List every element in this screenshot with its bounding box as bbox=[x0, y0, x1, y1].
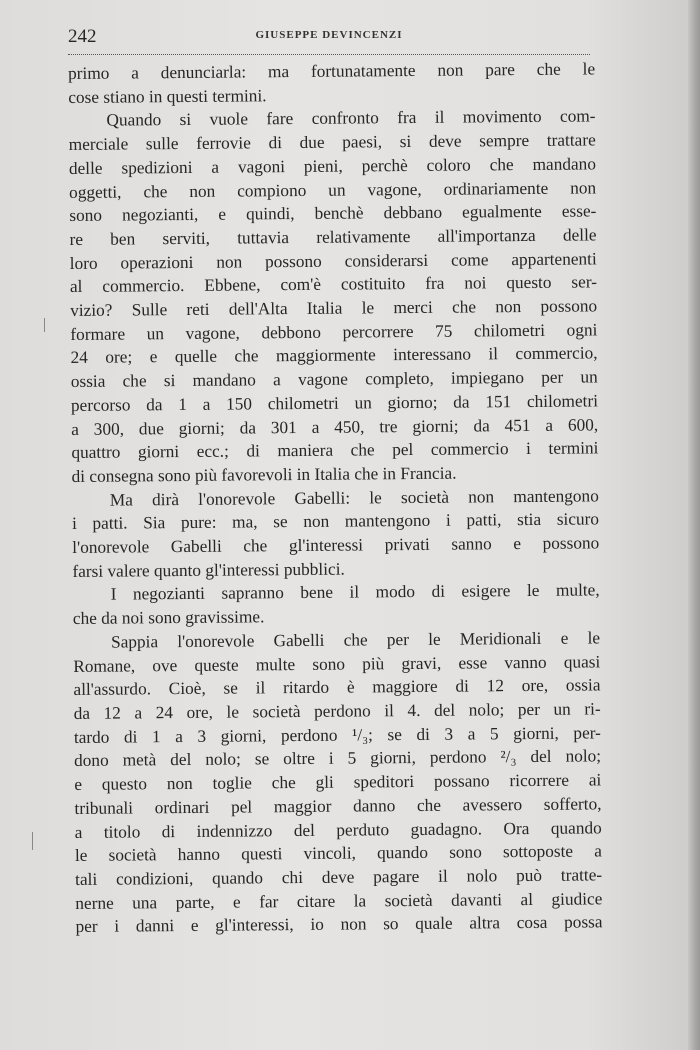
text-line: merciale sulle ferrovie di due paesi, si deve sempre trattare bbox=[68, 130, 596, 155]
text-line: sono negozianti, e quindi, benchè debbano egualmente esse- bbox=[69, 201, 597, 226]
text-line: e questo non toglie che gli speditori possano ricorrere ai bbox=[74, 770, 602, 795]
page-header bbox=[68, 24, 590, 55]
text-line: all'assurdo. Cioè, se il ritardo è maggiore di 12 ore, ossia bbox=[73, 675, 601, 700]
text-line: al commercio. Ebbene, com'è costituito fra noi questo ser- bbox=[69, 272, 598, 297]
text-line: Ma dirà l'onorevole Gabelli: le società non mantengono bbox=[109, 486, 599, 510]
text-line: da 12 a 24 ore, le società perdono il 4. del nolo; per un ri- bbox=[73, 699, 601, 723]
page-number: 242 bbox=[68, 26, 97, 47]
text-line: che da noi sono gravissime. bbox=[72, 607, 265, 629]
text-line: tardo di 1 a 3 giorni, perdono ¹/₃; se di 3 a 5 giorni, per- bbox=[73, 723, 601, 747]
text-line: percorso da 1 a 150 chilometri un giorno; da 151 chilometri bbox=[70, 391, 599, 415]
margin-mark bbox=[32, 832, 33, 850]
text-line: tribunali ordinari pel maggior danno che avessero sofferto, bbox=[74, 794, 602, 818]
text-line: tali condizioni, quando chi deve pagare il nolo può tratte- bbox=[75, 865, 603, 889]
text-line: quattro giorni ecc.; di maniera che pel commercio i termini bbox=[71, 438, 599, 463]
text-line: ossia che si mandano a vagone completo, impiegano per un bbox=[70, 367, 598, 392]
text-line: I negozianti sapranno bene il modo di esigere le multe, bbox=[110, 580, 600, 605]
text-line: primo a denunciarla: ma fortunatamente non pare che le bbox=[68, 59, 596, 83]
text-line: delle spedizioni a vagoni pieni, perchè coloro che mandano bbox=[68, 154, 596, 178]
text-line: Sappia l'onorevole Gabelli che per le Meridionali e le bbox=[110, 628, 601, 652]
text-line: re ben serviti, tuttavia relativamente all'importanza delle bbox=[69, 225, 597, 249]
text-line: formare un vagone, debbono percorrere 75 chilometri ogni bbox=[70, 320, 598, 344]
text-line: Quando si vuole fare confronto fra il movimento com- bbox=[106, 106, 596, 131]
text-line: Romane, ove queste multe sono più gravi, esse vanno quasi bbox=[73, 651, 601, 676]
text-line: i patti. Sia pure: ma, se non mantengono i patti, stia sicuro bbox=[71, 509, 600, 534]
text-line: a 300, due giorni; da 301 a 450, tre giorni; da 451 a 600, bbox=[71, 414, 599, 439]
text-line: farsi valere quanto gl'interessi pubblici. bbox=[72, 559, 345, 581]
margin-mark bbox=[44, 318, 45, 332]
running-head: GIUSEPPE DEVINCENZI bbox=[255, 29, 403, 41]
text-line: le società hanno questi vincoli, quando sono sottoposte a bbox=[74, 841, 602, 866]
text-line: nerne una parte, e far citare la società davanti al giudice bbox=[75, 888, 603, 913]
text-line: cose stiano in questi termini. bbox=[68, 85, 267, 107]
text-line: l'onorevole Gabelli che gl'interessi privati sanno e possono bbox=[72, 533, 600, 558]
body-text bbox=[68, 57, 603, 939]
text-line: a titolo di indennizzo del perduto guadagno. Ora quando bbox=[74, 817, 602, 842]
text-line: di consegna sono più favorevoli in Italia che in Francia. bbox=[71, 463, 457, 486]
text-line: 24 ore; e quelle che maggiormente interessano il commercio, bbox=[70, 343, 598, 368]
text-line: oggetti, che non compiono un vagone, ordinariamente non bbox=[69, 177, 597, 202]
text-line: per i danni e gl'interessi, io non so quale altra cosa possa bbox=[75, 912, 603, 937]
text-line: vizio? Sulle reti dell'Alta Italia le merci che non possono bbox=[70, 296, 598, 321]
page-edge bbox=[688, 0, 700, 1050]
text-line: loro operazioni non possono considerarsi come appartenenti bbox=[69, 249, 597, 273]
text-line: dono metà del nolo; se oltre i 5 giorni, perdono ²/₃ del nolo; bbox=[74, 746, 602, 771]
